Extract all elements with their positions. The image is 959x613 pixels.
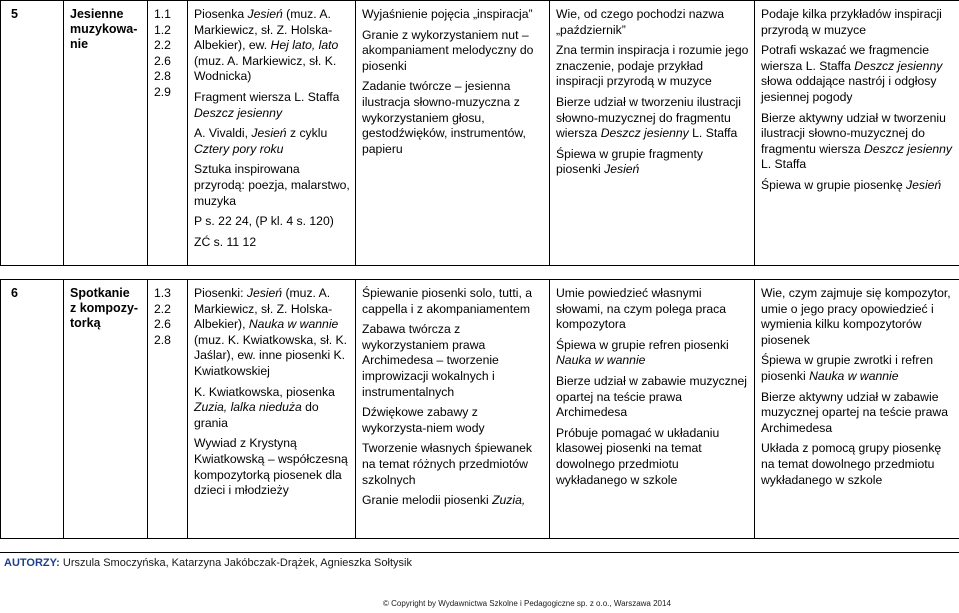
extended-requirements-cell	[755, 1, 959, 266]
text-run: Śpiewanie piosenki solo, tutti, a cappella i z akompaniamentem	[362, 286, 533, 316]
cell-paragraph	[362, 28, 544, 75]
authors-line	[4, 557, 412, 569]
cell-paragraph	[362, 493, 544, 509]
text-run: A. Vivaldi,	[194, 126, 252, 141]
text-run: Piosenka	[194, 7, 248, 21]
cell-paragraph	[194, 235, 350, 251]
cell-line: 2.2	[154, 301, 171, 316]
cell-line: Spotkanie	[70, 286, 130, 300]
cell-line: torką	[70, 316, 101, 330]
text-run: Dźwiękowe zabawy z wykorzysta-niem wody	[362, 405, 485, 435]
curriculum-codes	[148, 280, 188, 539]
text-run: P s. 22 24, (P kl. 4 s. 120)	[194, 214, 334, 229]
cell-paragraph	[362, 7, 544, 23]
text-run: Śpiewa w grupie piosenkę	[761, 177, 906, 192]
text-run: (muz. K. Kwiatkowska, sł. K. Jaślar), ew. inne piosenki K. Kwiatkowskiej	[194, 332, 348, 378]
curriculum-codes	[148, 1, 188, 266]
text-run: Wyjaśnienie pojęcia „inspiracja”	[362, 7, 533, 21]
extended-requirements-cell	[755, 280, 959, 539]
text-run: Tworzenie własnych śpiewanek na temat różnych przedmiotów szkolnych	[362, 441, 533, 487]
text-run: Bierze udział w tworzeniu ilustracji słowno-muzycznej do fragmentu wiersza	[556, 94, 741, 141]
text-run: (muz. A. Markiewicz, sł. K. Wodnicka)	[194, 53, 337, 84]
text-run: Fragment wiersza L. Staffa	[194, 89, 340, 104]
cell-paragraph	[556, 147, 749, 178]
table-row	[1, 280, 959, 539]
cell-paragraph	[556, 43, 749, 90]
row-spacer	[1, 266, 959, 280]
text-run: Śpiewa w grupie fragmenty piosenki	[556, 146, 703, 177]
cell-paragraph	[761, 178, 954, 194]
text-run: Wie, czym zajmuje się kompozytor, umie o jego pracy opowiedzieć i wymienia kilku kompozytorów piosenek	[761, 286, 951, 347]
text-run: Śpiewa w grupie refren piosenki	[556, 337, 729, 352]
cell-paragraph	[761, 111, 954, 173]
cell-line: 2.8	[154, 332, 171, 347]
lesson-topic	[64, 280, 148, 539]
cell-paragraph	[556, 286, 749, 333]
cell-paragraph	[194, 126, 350, 157]
cell-paragraph	[761, 353, 954, 384]
cell-paragraph	[194, 90, 350, 121]
text-run: K. Kwiatkowska, piosenka	[194, 384, 335, 399]
title-italic: Zuzia,	[492, 493, 526, 508]
cell-paragraph	[362, 441, 544, 488]
text-run: Zna termin inspiracja i rozumie jego znaczenie, podaje przykład inspiracji przyrodą w muzyce	[556, 43, 749, 89]
title-italic: Cztery pory roku	[194, 141, 284, 156]
text-run: do grania	[194, 400, 319, 430]
cell-paragraph	[194, 162, 350, 209]
cell-paragraph	[761, 286, 954, 348]
cell-line: 2.6	[154, 53, 171, 68]
cell-paragraph	[556, 95, 749, 142]
authors-label: AUTORZY:	[4, 557, 60, 569]
cell-line: 2.6	[154, 317, 171, 332]
title-italic: Nauka w wannie	[248, 317, 339, 332]
text-run: Granie melodii piosenki	[362, 493, 493, 508]
cell-line: muzykowa-	[70, 22, 138, 36]
text-run: słowa oddające nastrój i odgłosy jesiennej pogody	[761, 74, 937, 104]
cell-paragraph	[761, 441, 954, 488]
text-run: L. Staffa	[761, 157, 807, 172]
lesson-number: 5	[1, 1, 64, 266]
text-run: Śpiewa w grupie zwrotki i refren piosenki	[761, 353, 934, 383]
title-italic: Deszcz jesienny	[863, 141, 953, 156]
cell-paragraph	[556, 374, 749, 421]
title-italic: Zuzia, lalka nieduża	[194, 400, 302, 415]
title-italic: Deszcz jesienny	[194, 105, 283, 120]
basic-requirements-cell	[550, 1, 755, 266]
text-run: Próbuje pomagać w układaniu klasowej piosenki na temat dowolnego przedmiotu wykładanego w szkole	[556, 425, 720, 487]
cell-line: 2.9	[154, 84, 171, 99]
text-run: (muz. A. Markiewicz, sł. Z. Holska-Albekier),	[194, 286, 333, 332]
cell-line: nie	[70, 37, 89, 51]
title-italic: Deszcz jesienny	[854, 58, 943, 73]
cell-paragraph	[194, 286, 350, 380]
cell-paragraph	[362, 286, 544, 317]
basic-requirements-cell	[550, 280, 755, 539]
text-run: Potrafi wskazać we fragmencie wiersza L. Staffa	[761, 43, 929, 73]
cell-paragraph	[362, 322, 544, 400]
cell-paragraph	[556, 7, 749, 38]
cell-paragraph	[194, 7, 350, 85]
text-run: Podaje kilka przykładów inspiracji przyrodą w muzyce	[761, 7, 942, 37]
text-run: Bierze aktywny udział w zabawie muzycznej opartej na teście prawa Archimedesa	[761, 389, 948, 435]
cell-paragraph	[362, 405, 544, 436]
copyright-notice: © Copyright by Wydawnictwa Szkolne i Pedagogiczne sp. z o.o., Warszawa 2014	[383, 599, 671, 608]
activities-cell	[356, 1, 550, 266]
cell-paragraph	[194, 385, 350, 432]
title-italic: Deszcz jesienny	[600, 126, 689, 141]
text-run: Bierze udział w zabawie muzycznej opartej na teście prawa Archimedesa	[556, 373, 748, 420]
text-run: z cyklu	[286, 126, 328, 141]
lesson-number: 6	[1, 280, 64, 539]
cell-line: 1.1	[154, 7, 171, 21]
cell-line: 2.2	[154, 38, 171, 53]
table-row	[1, 1, 959, 266]
cell-paragraph	[761, 390, 954, 437]
footer-divider	[0, 552, 959, 553]
text-run: ZĆ s. 11 12	[194, 234, 257, 249]
text-run: Granie z wykorzystaniem nut – akompaniament melodyczny do piosenki	[362, 27, 534, 73]
text-run: Wie, od czego pochodzi nazwa „październik”	[556, 7, 725, 37]
title-italic: Jesień	[251, 126, 287, 141]
authors-names: Urszula Smoczyńska, Katarzyna Jakóbczak-Drążek, Agnieszka Sołtysik	[62, 557, 412, 569]
text-run: (muz. A. Markiewicz, sł. Z. Holska-Albekier), ew.	[194, 7, 333, 53]
cell-line: 2.8	[154, 69, 171, 84]
cell-paragraph	[761, 43, 954, 105]
cell-paragraph	[194, 214, 350, 230]
cell-line: z kompozy-	[70, 301, 139, 315]
text-run: Zadanie twórcze – jesienna ilustracja słowno-muzyczna z wykorzystaniem głosu, gestodźwięków, instrumentów, papieru	[362, 79, 526, 156]
cell-paragraph	[362, 79, 544, 157]
text-run: L. Staffa	[688, 126, 738, 141]
text-run: Piosenki:	[194, 286, 247, 300]
title-italic: Nauka w wannie	[556, 353, 646, 368]
text-run: Umie powiedzieć własnymi słowami, na czym polega praca kompozytora	[556, 286, 727, 332]
cell-paragraph	[556, 338, 749, 369]
materials-cell	[188, 1, 356, 266]
text-run: Zabawa twórcza z wykorzystaniem prawa Archimedesa – tworzenie improwizacji wokalnych i instrumentalnych	[362, 322, 499, 399]
title-italic: Jesień	[905, 177, 942, 192]
cell-line: Jesienne	[70, 7, 124, 21]
cell-line: 1.2	[154, 22, 171, 37]
text-run: Sztuka inspirowana przyrodą: poezja, malarstwo, muzyka	[194, 162, 350, 208]
cell-paragraph	[556, 426, 749, 488]
lesson-topic	[64, 1, 148, 266]
title-italic: Jesień	[246, 286, 283, 300]
title-italic: Jesień	[604, 162, 640, 177]
cell-paragraph	[761, 7, 954, 38]
text-run: Bierze aktywny udział w tworzeniu ilustracji słowno-muzycznej do fragmentu wiersza	[761, 110, 946, 156]
title-italic: Jesień	[247, 7, 283, 21]
title-italic: Hej lato, lato	[270, 38, 339, 53]
cell-line: 1.3	[154, 286, 171, 300]
cell-paragraph	[194, 436, 350, 498]
title-italic: Nauka w wannie	[809, 368, 899, 383]
activities-cell	[356, 280, 550, 539]
text-run: Układa z pomocą grupy piosenkę na temat dowolnego przedmiotu wykładanego w szkole	[761, 441, 942, 487]
text-run: Wywiad z Krystyną Kwiatkowską – współczesną kompozytorką piosenek dla dzieci i młodzieży	[194, 436, 348, 498]
materials-cell	[188, 280, 356, 539]
